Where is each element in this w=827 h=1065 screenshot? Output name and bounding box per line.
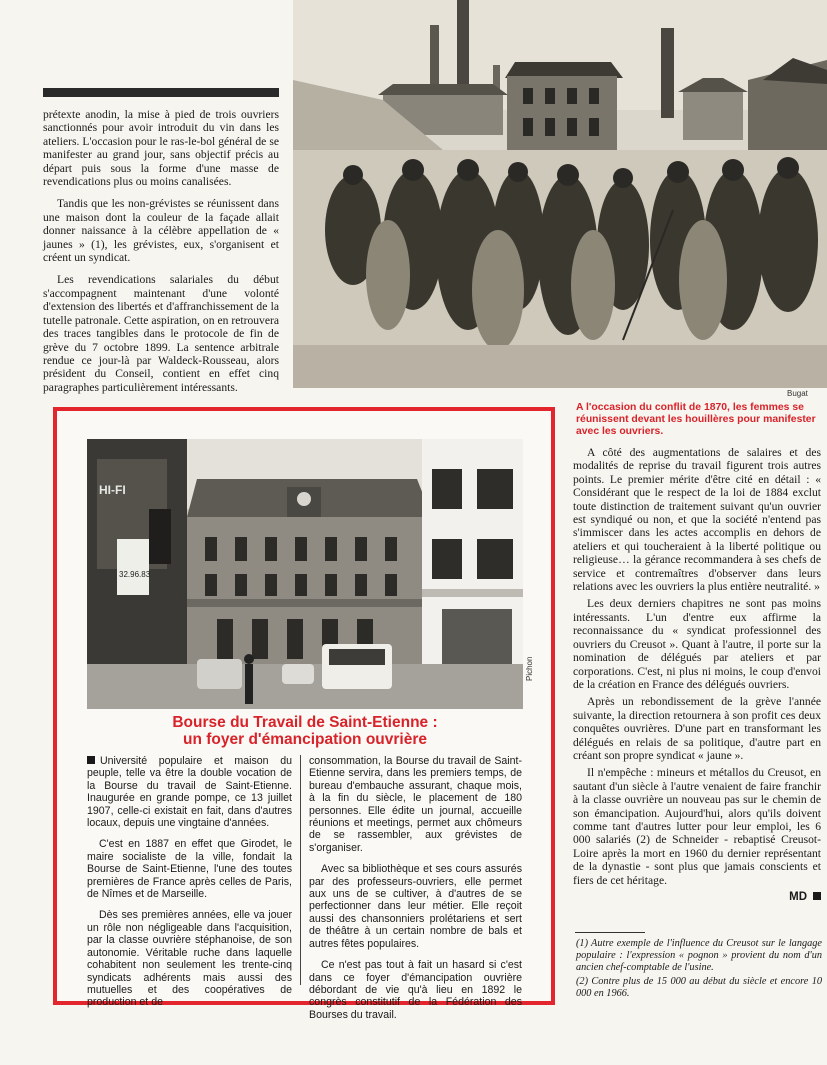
signature-initials: MD [789,891,807,903]
shop-sign-hifi: HI-FI [99,483,126,497]
footnote: (1) Autre exemple de l'influence du Creusot sur le langage populaire : l'expression « pognon » provient du nom d'un ancien chef-comptable de l'usine. [576,938,822,973]
engraving-illustration [293,0,827,388]
engraving-credit: Bugat [787,389,808,398]
paragraph: C'est en 1887 en effet que Girodet, le maire socialiste de la ville, fondait la Bourse de Saint-Etienne, l'une des toutes premières de France après celles de Paris, de Nîmes et de Marseille. [87,838,292,901]
footnote-rule [575,932,645,933]
paragraph: Les deux derniers chapitres ne sont pas moins intéressants. L'un d'entre eux affirme la reconnaissance du « syndicat professionnel des ouvriers du Creusot ». Quant à l'autre, il porte sur la nomination de délégués par ateliers et par corporations. C'est, ni plus ni moins, le coup d'envoi de la création en France des délégués ouvriers. [573,597,821,691]
end-mark-icon [813,892,821,900]
paragraph: Il n'empêche : mineurs et métallos du Creusot, en sautant d'un siècle à l'autre venaient de faire franchir à la classe ouvrière un nouveau pas sur le chemin de son émancipation. Aujourd'hui, alors qu'ils doivent comme tant d'autres lutter pour leur emploi, les 6 000 salariés (2) de Schneider - rebaptisé Creusot-Loire après la mort en 1960 du dernier représentant de la dynastie - sont plus que jamais conscients et fiers de cet héritage. [573,766,821,887]
paragraph: Les revendications salariales du début s'accompagnent maintenant d'une volonté d'extension des libertés et d'affranchissement de la tutelle patronale. Cette aspiration, on en retrouvera des traces tangibles dans le protocole de fin de grève du 7 octobre 1899. La sentence arbitrale rendue ce jour-là par Waldeck-Rousseau, alors président du Conseil, contient en effet cinq paragraphes particulièrement intéressants. [43,273,279,394]
paragraph: consommation, la Bourse du travail de Saint-Etienne servira, dans les premiers temps, de bureau d'embauche assurant, chaque mois, à la fin du siècle, le placement de 180 personnes. Elle édite un journal, accueille réunions et meetings, permet aux chômeurs de se rassembler, aux grévistes de s'organiser. [309,755,522,854]
engraving-caption: A l'occasion du conflit de 1870, les femmes se réunissent devant les houillères pour manifester avec les ouvriers. [576,402,816,437]
article-right-column [573,446,821,908]
article-left-column [43,108,279,403]
paragraph: Après un rebondissement de la grève l'année suivante, la direction retournera à son profit ces deux conquêtes ouvrières. D'une part en transformant les délégués en relais de sa politique, d'autre part en créant son propre syndicat « jaune ». [573,695,821,762]
photo-credit: Pichon [525,656,534,681]
box-left-column [87,755,292,1018]
box-title-line: Bourse du Travail de Saint-Etienne : [172,714,438,731]
paragraph-text: Université populaire et maison du peuple, telle va être la double vocation de la Bourse du travail de Saint-Etienne. Inaugurée en grande pompe, ce 13 juillet 1907, celle-ci existait en fait, dans d'autres locaux, depuis une vingtaine d'années. [87,755,292,830]
box-right-column [309,755,522,1030]
paragraph: prétexte anodin, la mise à pied de trois ouvriers sanctionnés pour avoir introduit du vin dans les ateliers. L'occasion pour le ras-le-bol général de se manifester au grand jour, sans objectif précis au départ puis sous la forme d'une masse de revendications plus ou moins canalisées. [43,108,279,189]
paragraph: Tandis que les non-grévistes se réunissent dans une maison dont la couleur de la façade allait donner naissance à la célèbre appellation de « jaunes » (1), les grévistes, eux, s'organisent et créent un syndicat. [43,197,279,265]
box-title [87,714,523,748]
paragraph [87,755,292,829]
author-signature [573,891,821,904]
bourse-photo [87,439,523,709]
box-title-line: un foyer d'émancipation ouvrière [183,731,427,748]
bullet-square-icon [87,756,95,764]
footnotes [576,938,822,1002]
section-rule [43,88,279,97]
paragraph: Dès ses premières années, elle va jouer un rôle non négligeable dans l'acquisition, par la classe ouvrière stéphanoise, de son autonomie. Véritable ruche dans laquelle cohabitent non seulement les trente-cinq syndicats adhérents mais aussi des mutuelles et des coopératives de production et de [87,909,292,1009]
paragraph: Avec sa bibliothèque et ses cours assurés par des professeurs-ouvriers, elle permet aux uns de se cultiver, à d'autres de se perfectionner dans leur métier. Elle reçoit aussi des chansonniers prolétariens et sert de théâtre à un certain nombre de bals et autres fêtes populaires. [309,863,522,950]
footnote: (2) Contre plus de 15 000 au début du siècle et encore 10 000 en 1966. [576,976,822,999]
sidebar-box [53,407,555,1021]
paragraph: A côté des augmentations de salaires et des modalités de reprise du travail figurent trois autres points. Le premier mérite d'être cité en détail : « Considérant que le respect de la loi de 1884 exclut toute distinction de traitement suivant qu'un ouvrier est syndiqué ou non, et que la société n'entend pas s'immiscer dans les actes accomplis en dehors de ateliers et qui toucheraient à la liberté politique ou religieuse… la gérance recommandera à ses chefs de service et contremaîtres d'observer dans leurs relations avec les ouvriers la plus entière neutralité. » [573,446,821,594]
column-divider [300,755,301,985]
shop-sign-phone: 32.96.83 [119,570,151,579]
paragraph: Ce n'est pas tout à fait un hasard si c'est dans ce foyer d'émancipation ouvrière débordant de vie qu'à lieu en 1892 le congrès constitutif de la Fédération des Bourses du travail. [309,959,522,1021]
